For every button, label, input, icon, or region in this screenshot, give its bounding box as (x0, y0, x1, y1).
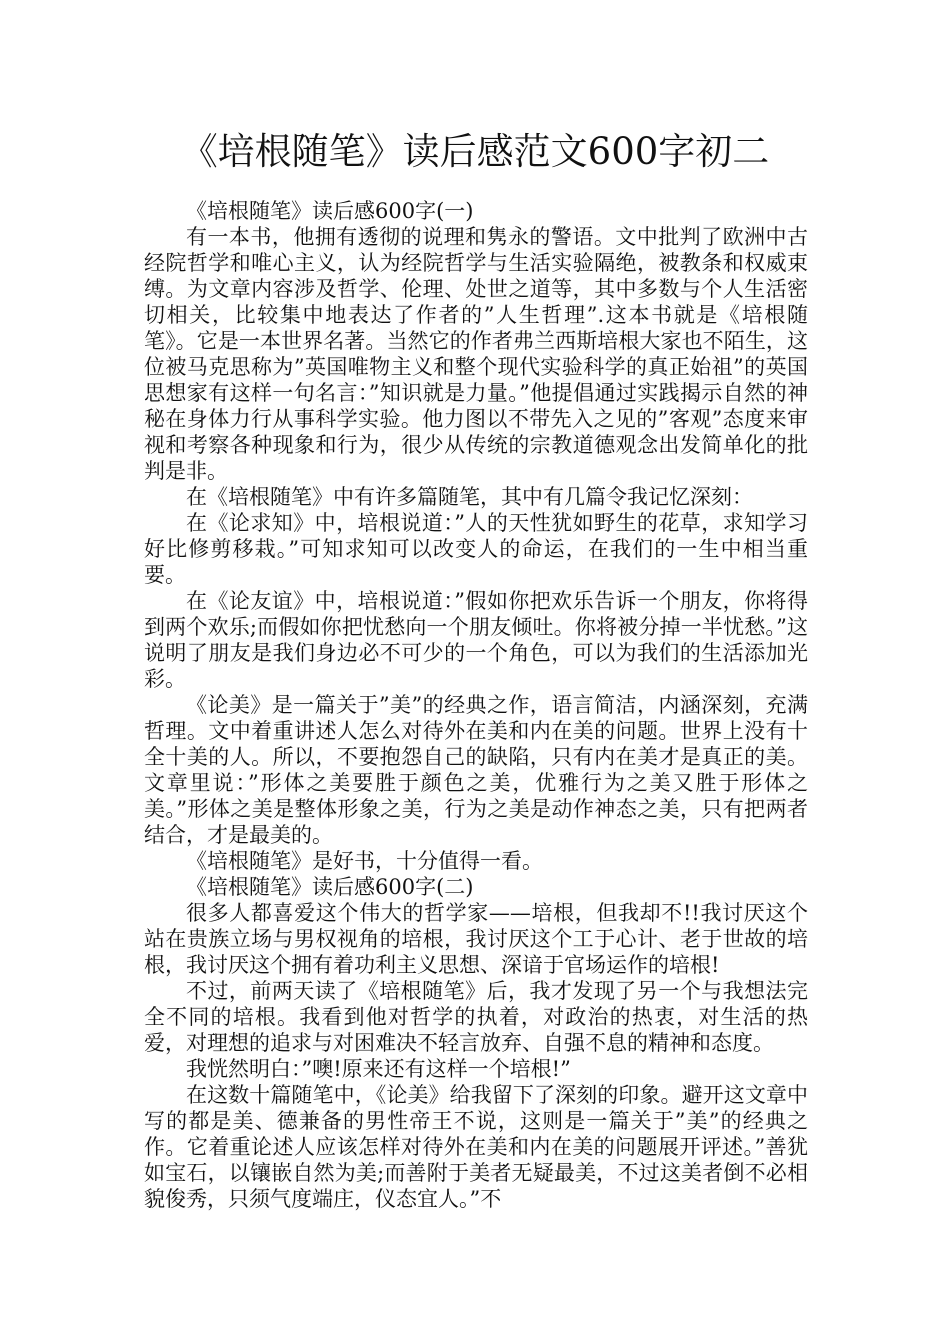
document-body (144, 198, 808, 1212)
document-title: 《培根随笔》读后感范文600字初二 (180, 130, 770, 173)
paragraph: 在《论友谊》中，培根说道：”假如你把欢乐告诉一个朋友，你将得到两个欢乐;而假如你把忧愁向一个朋友倾吐。你将被分掉一半忧愁。”这说明了朋友是我们身边必不可少的一个角色，可以为我们的生活添加光彩。 (144, 589, 808, 691)
paragraph: 有一本书，他拥有透彻的说理和隽永的警语。文中批判了欧洲中古经院哲学和唯心主义，认为经院哲学与生活实验隔绝，被教条和权威束缚。为文章内容涉及哲学、伦理、处世之道等，其中多数与个人生活密切相关，比较集中地表达了作者的”人生哲理”.这本书就是《培根随笔》。它是一本世界名著。当然它的作者弗兰西斯培根大家也不陌生，这位被马克思称为”英国唯物主义和整个现代实验科学的真正始祖”的英国思想家有这样一句名言：”知识就是力量。”他提倡通过实践揭示自然的神秘在身体力行从事科学实验。他力图以不带先入之见的”客观”态度来审视和考察各种现象和行为，很少从传统的宗教道德观念出发简单化的批判是非。 (144, 225, 808, 483)
paragraph: 不过，前两天读了《培根随笔》后，我才发现了另一个与我想法完全不同的培根。我看到他对哲学的执着，对政治的热衷，对生活的热爱，对理想的追求与对困难决不轻言放弃、自强不息的精神和态度。 (144, 979, 808, 1055)
paragraph: 《培根随笔》是好书，十分值得一看。 (186, 849, 543, 873)
section-heading-1: 《培根随笔》读后感600字(一) (186, 199, 474, 223)
paragraph: 在这数十篇随笔中，《论美》给我留下了深刻的印象。避开这文章中写的都是美、德兼备的男性帝王不说，这则是一篇关于”美”的经典之作。它着重论述人应该怎样对待外在美和内在美的问题展开评述。”善犹如宝石，以镶嵌自然为美;而善附于美者无疑最美，不过这美者倒不必相貌俊秀，只须气度端庄，仪态宜人。”不 (144, 1083, 808, 1211)
paragraph: 很多人都喜爱这个伟大的哲学家——培根，但我却不!!我讨厌这个站在贵族立场与男权视角的培根，我讨厌这个工于心计、老于世故的培根，我讨厌这个拥有着功利主义思想、深谙于官场运作的培根! (144, 901, 808, 977)
paragraph: 在《论求知》中，培根说道：”人的天性犹如野生的花草，求知学习好比修剪移栽。”可知求知可以改变人的命运，在我们的一生中相当重要。 (144, 511, 808, 587)
paragraph: 在《培根随笔》中有许多篇随笔，其中有几篇令我记忆深刻： (186, 485, 753, 509)
paragraph: 《论美》是一篇关于”美”的经典之作，语言简洁，内涵深刻，充满哲理。文中着重讲述人怎么对待外在美和内在美的问题。世界上没有十全十美的人。所以，不要抱怨自己的缺陷，只有内在美才是真正的美。文章里说：”形体之美要胜于颜色之美，优雅行为之美又胜于形体之美。”形体之美是整体形象之美，行为之美是动作神态之美，只有把两者结合，才是最美的。 (144, 693, 808, 847)
section-heading-2: 《培根随笔》读后感600字(二) (186, 875, 474, 899)
paragraph: 我恍然明白：”噢!原来还有这样一个培根!” (186, 1057, 571, 1081)
